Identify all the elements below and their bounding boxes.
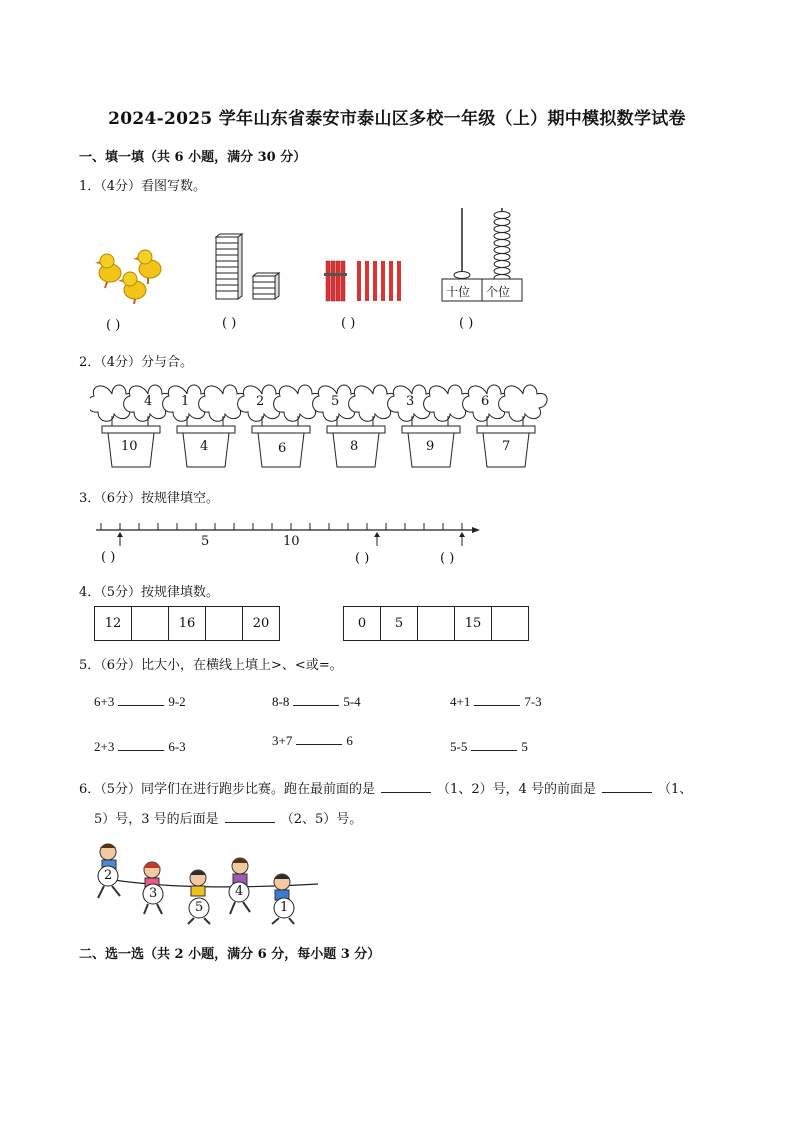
- answer-blank[interactable]: [602, 782, 652, 793]
- place-tens-label: 十位: [446, 285, 471, 299]
- arrow-up-icon: [459, 532, 465, 546]
- compare-item: [272, 694, 361, 710]
- pot-number: 5: [331, 394, 340, 409]
- answer-blank[interactable]: ( ): [222, 316, 237, 331]
- runner-number: 4: [235, 884, 244, 899]
- tens-block-icon: [216, 234, 242, 299]
- runner-number: 5: [195, 900, 204, 915]
- pot-number: 9: [426, 439, 435, 454]
- place-ones-label: 个位: [486, 285, 511, 299]
- question-1-label: 1．（4分）看图写数。: [79, 179, 207, 194]
- compare-left: 5-5: [450, 739, 468, 754]
- flower-pot: [313, 385, 397, 467]
- answer-blank[interactable]: ( ): [106, 318, 121, 333]
- question-5-label: 5．（6分）比大小，在横线上填上>、<或=。: [79, 658, 343, 673]
- answer-blank[interactable]: ( ): [101, 550, 116, 565]
- sequence-blank-cell[interactable]: [418, 607, 455, 641]
- answer-blank[interactable]: [225, 812, 275, 823]
- arrow-up-icon: [117, 532, 123, 546]
- compare-blank[interactable]: [118, 695, 164, 706]
- compare-blank[interactable]: [296, 734, 342, 745]
- compare-left: 2+3: [94, 739, 115, 754]
- sequence-cell: 15: [455, 607, 492, 641]
- chick-icon: [95, 254, 121, 288]
- chick-icon: [118, 272, 146, 304]
- number-sequence-2: [343, 606, 529, 641]
- pot-number: 6: [481, 394, 490, 409]
- sequence-cell: 12: [95, 607, 132, 641]
- pot-number: 4: [144, 394, 153, 409]
- question-6-line-2: [94, 808, 362, 827]
- runner-icon: [272, 874, 294, 924]
- runner-icon: [188, 870, 210, 924]
- answer-blank[interactable]: ( ): [341, 316, 356, 331]
- compare-item: [272, 733, 353, 749]
- compare-blank[interactable]: [118, 740, 164, 751]
- flower-pot: [163, 385, 247, 467]
- compare-left: 3+7: [272, 733, 293, 748]
- compare-right: 6: [346, 733, 353, 748]
- compare-item: [450, 739, 528, 755]
- pot-number: 8: [350, 439, 359, 454]
- question-3-label: 3．（6分）按规律填空。: [79, 491, 220, 506]
- compare-right: 5: [521, 739, 528, 754]
- ones-block-icon: [253, 273, 279, 299]
- page-title: 2024-2025 学年山东省泰安市泰山区多校一年级（上）期中模拟数学试卷: [108, 109, 686, 129]
- question-6-text: 6．（5分）同学们在进行跑步比赛。跑在最前面的是: [79, 782, 376, 797]
- section-2-heading: 二、选一选（共 2 小题，满分 6 分，每小题 3 分）: [79, 947, 381, 962]
- pot-number: 6: [278, 441, 287, 456]
- answer-blank[interactable]: [381, 782, 431, 793]
- compare-left: 4+1: [450, 694, 471, 709]
- tick-label-5: 5: [201, 534, 210, 549]
- sequence-cell: 20: [243, 607, 280, 641]
- compare-right: 6-3: [168, 739, 186, 754]
- single-sticks-icon: [357, 261, 401, 301]
- question-6-text: （1、2）号，4 号的前面是: [437, 782, 596, 797]
- compare-blank[interactable]: [293, 695, 339, 706]
- question-4-label: 4．（5分）按规律填数。: [79, 585, 220, 600]
- sequence-blank-cell[interactable]: [206, 607, 243, 641]
- question-2-label: 2．（4分）分与合。: [79, 355, 194, 370]
- compare-item: [94, 739, 186, 755]
- question-6-text: （1、: [658, 782, 693, 797]
- runner-number: 2: [104, 868, 113, 883]
- sequence-cell: 5: [381, 607, 418, 641]
- arrow-up-icon: [374, 532, 380, 546]
- compare-right: 9-2: [168, 694, 186, 709]
- section-1-heading: 一、填一填（共 6 小题，满分 30 分）: [79, 150, 307, 165]
- flower-pot: [388, 385, 472, 467]
- pot-number: 2: [256, 394, 265, 409]
- sequence-cell: 0: [344, 607, 381, 641]
- pot-number: 10: [121, 439, 138, 454]
- runner-number: 1: [280, 900, 289, 915]
- answer-blank[interactable]: ( ): [459, 316, 474, 331]
- number-sequence-1: [94, 606, 280, 641]
- sequence-cell: 16: [169, 607, 206, 641]
- pot-number: 7: [502, 439, 511, 454]
- pot-number: 1: [181, 394, 190, 409]
- question-6-text: 5）号，3 号的后面是: [94, 812, 219, 827]
- stick-bundle-icon: [324, 261, 347, 301]
- compare-left: 8-8: [272, 694, 290, 709]
- answer-blank[interactable]: ( ): [440, 551, 455, 566]
- question-6-line-1: [79, 778, 692, 797]
- answer-blank[interactable]: ( ): [355, 551, 370, 566]
- flower-pot: [90, 385, 172, 467]
- flower-pot: [463, 385, 547, 467]
- tick-label-10: 10: [283, 534, 300, 549]
- question-6-text: （2、5）号。: [280, 812, 363, 827]
- compare-blank[interactable]: [474, 695, 520, 706]
- sequence-blank-cell[interactable]: [132, 607, 169, 641]
- runner-number: 3: [149, 886, 158, 901]
- compare-left: 6+3: [94, 694, 115, 709]
- sequence-blank-cell[interactable]: [492, 607, 529, 641]
- compare-right: 5-4: [343, 694, 361, 709]
- pot-number: 3: [406, 394, 415, 409]
- compare-item: [450, 694, 542, 710]
- pot-number: 4: [200, 439, 209, 454]
- compare-right: 7-3: [524, 694, 542, 709]
- compare-item: [94, 694, 186, 710]
- compare-blank[interactable]: [471, 740, 517, 751]
- runners-illustration: [90, 838, 330, 926]
- question-1-figures: [90, 205, 550, 310]
